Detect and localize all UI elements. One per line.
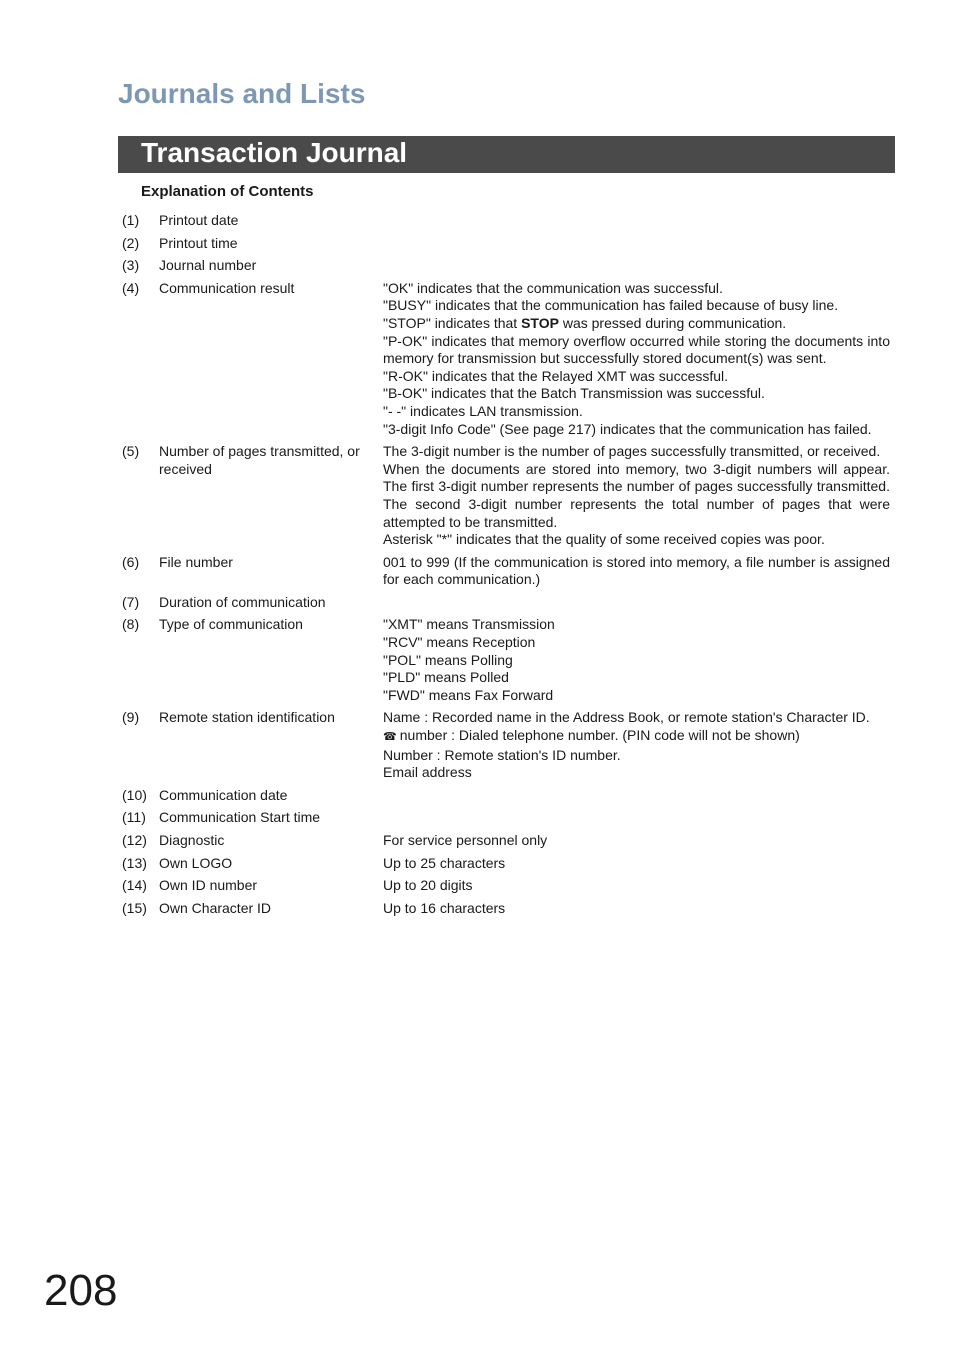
item-label: File number [159, 553, 233, 570]
item-number: (2) [122, 234, 140, 251]
description-line: "BUSY" indicates that the communication has failed because of busy line. [383, 297, 839, 314]
phone-icon: ☎ [383, 731, 400, 744]
item-label: Communication Start time [159, 809, 321, 826]
description-line: ☎ number : Dialed telephone number. (PIN code will not be shown) [383, 727, 800, 744]
item-number: (5) [122, 443, 140, 460]
item-description [383, 235, 890, 253]
item-description [383, 594, 890, 612]
item-label: Type of communication [159, 616, 303, 633]
item-number: (14) [122, 877, 147, 894]
page-number: 208 [44, 1266, 118, 1315]
item-number: (10) [122, 786, 147, 803]
description-line: For service personnel only [383, 832, 548, 848]
item-description [383, 832, 890, 850]
list-item [122, 809, 890, 827]
description-line: Email address [383, 764, 472, 781]
description-line: "B-OK" indicates that the Batch Transmission was successful. [383, 385, 765, 402]
description-line: "STOP" indicates that STOP was pressed during communication. [383, 314, 787, 331]
item-description [383, 257, 890, 275]
description-line: The 3-digit number is the number of pages successfully transmitted, or received. [383, 443, 881, 460]
contents-list [122, 212, 890, 922]
item-number: (13) [122, 854, 147, 871]
list-item [122, 212, 890, 230]
item-number: (4) [122, 279, 140, 296]
item-description [383, 877, 890, 895]
description-line: "PLD" means Polled [383, 669, 509, 686]
item-number: (8) [122, 616, 140, 633]
list-item [122, 235, 890, 253]
item-description [383, 855, 890, 873]
description-line: "RCV" means Reception [383, 634, 536, 651]
description-line: Up to 20 digits [383, 877, 473, 894]
stop-key-label: STOP [521, 314, 559, 331]
list-item [122, 900, 890, 918]
item-number: (6) [122, 553, 140, 570]
list-item [122, 855, 890, 873]
item-description [383, 709, 890, 781]
list-item [122, 616, 890, 704]
list-item [122, 594, 890, 612]
description-line: "XMT" means Transmission [383, 616, 555, 633]
description-line: Up to 25 characters [383, 854, 506, 871]
section-title: Journals and Lists [118, 78, 366, 109]
description-line: "P-OK" indicates that memory overflow occurred while storing the documents into memory for transmission but successfully stored document(s) was sent. [383, 332, 890, 367]
item-description [383, 616, 890, 704]
list-item [122, 443, 890, 549]
item-label: Printout date [159, 212, 239, 228]
list-item [122, 709, 890, 781]
item-label: Own ID number [159, 877, 258, 894]
list-item [122, 554, 890, 589]
description-line: Number : Remote station's ID number. [383, 746, 621, 763]
item-label: Own Character ID [159, 899, 272, 916]
description-line: When the documents are stored into memory, two 3-digit numbers will appear. The first 3-digit number represents the number of pages successfully transmitted. The second 3-digit number represents the total number of pages that were attempted to be transmitted. [383, 460, 890, 530]
list-item [122, 257, 890, 275]
item-label: Communication result [159, 279, 295, 296]
item-description [383, 280, 890, 438]
item-description [383, 212, 890, 230]
title-banner [118, 136, 895, 173]
item-number: (9) [122, 709, 140, 726]
item-label: Own LOGO [159, 854, 233, 871]
page-title: Transaction Journal [141, 137, 408, 168]
description-line: 001 to 999 (If the communication is stored into memory, a file number is assigned for each communication.) [383, 553, 890, 588]
description-line: "3-digit Info Code" (See page 217) indicates that the communication has failed. [383, 420, 872, 437]
subheading: Explanation of Contents [141, 183, 314, 200]
item-number: (7) [122, 593, 140, 610]
item-label: Journal number [159, 257, 257, 274]
description-line: "- -" indicates LAN transmission. [383, 402, 583, 419]
description-line: "R-OK" indicates that the Relayed XMT was successful. [383, 367, 729, 384]
list-item [122, 877, 890, 895]
item-description [383, 900, 890, 918]
list-item [122, 787, 890, 805]
item-number: (12) [122, 832, 147, 848]
item-label: Duration of communication [159, 593, 326, 610]
item-number: (15) [122, 899, 147, 916]
item-description [383, 443, 890, 549]
item-number: (1) [122, 212, 140, 228]
item-label: Printout time [159, 234, 238, 251]
list-item [122, 280, 890, 438]
item-description [383, 809, 890, 827]
item-number: (11) [122, 809, 146, 826]
item-description [383, 787, 890, 805]
description-line: "POL" means Polling [383, 651, 513, 668]
item-label: Number of pages transmitted, or received [159, 443, 360, 477]
description-line: "FWD" means Fax Forward [383, 686, 554, 703]
item-description [383, 554, 890, 589]
list-item [122, 832, 890, 850]
item-label: Diagnostic [159, 832, 225, 848]
item-label: Remote station identification [159, 709, 335, 726]
description-line: "OK" indicates that the communication was successful. [383, 279, 723, 296]
description-line: Name : Recorded name in the Address Book, or remote station's Character ID. [383, 709, 870, 726]
item-label: Communication date [159, 786, 288, 803]
description-line: Asterisk "*" indicates that the quality of some received copies was poor. [383, 531, 825, 548]
description-line: Up to 16 characters [383, 899, 506, 916]
item-number: (3) [122, 257, 140, 274]
